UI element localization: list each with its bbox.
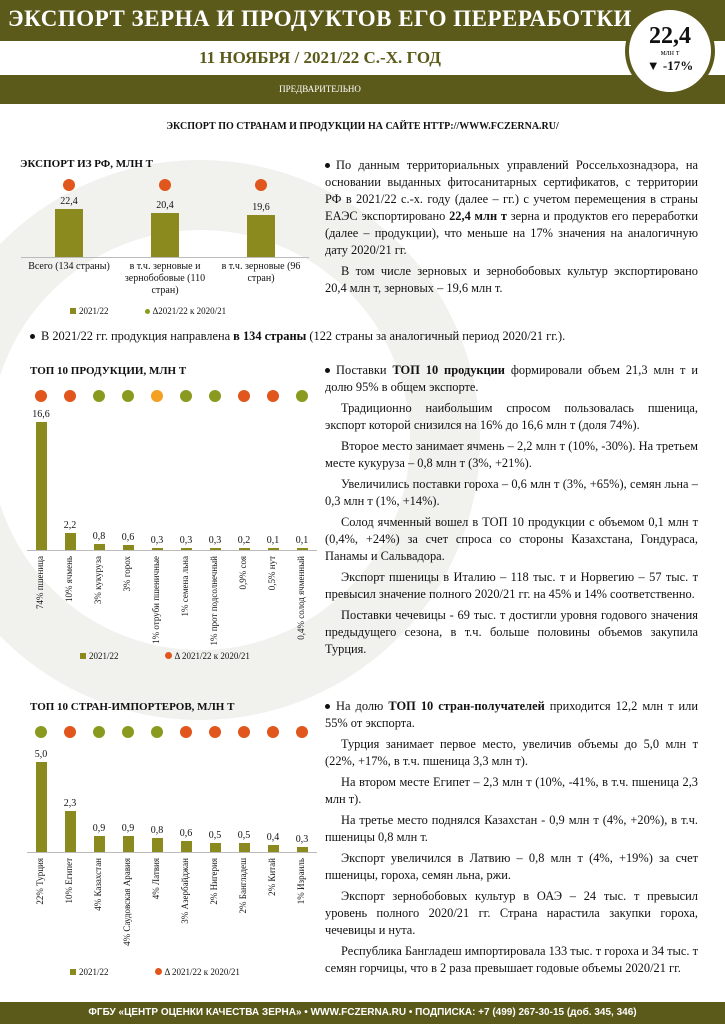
delta-marker xyxy=(255,179,267,191)
legend-bar: 2021/22 xyxy=(80,651,119,661)
page-header xyxy=(0,0,725,104)
legend-delta: Δ 2021/22 к 2020/21 xyxy=(165,651,250,661)
bar-value-label: 0,6 xyxy=(179,828,193,840)
bar-value-label: 19,6 xyxy=(252,202,270,213)
delta-marker xyxy=(122,390,134,402)
delta-marker xyxy=(180,390,192,402)
chart-bar xyxy=(181,841,192,852)
bar-value-label: 0,2 xyxy=(237,535,251,546)
badge-unit: млн т xyxy=(660,48,680,57)
category-label: в т.ч. зерновые и зернобобовые (110 стран) xyxy=(124,261,206,296)
delta-marker xyxy=(151,390,163,402)
category-label: в т.ч. зерновые (96 стран) xyxy=(221,261,301,284)
products-chart-legend xyxy=(80,651,250,661)
bar-value-label: 0,3 xyxy=(179,534,193,546)
chart-bar xyxy=(65,533,76,550)
page-subtitle: 11 НОЯБРЯ / 2021/22 С.-Х. ГОД xyxy=(199,48,441,67)
delta-marker xyxy=(209,390,221,402)
products-chart-title: ТОП 10 ПРОДУКЦИИ, МЛН Т xyxy=(30,365,187,377)
bar-value-label: 0,4 xyxy=(266,831,280,843)
delta-marker xyxy=(238,726,250,738)
chart-bar xyxy=(123,836,134,852)
site-link-line[interactable]: ЭКСПОРТ ПО СТРАНАМ И ПРОДУКЦИИ НА САЙТЕ HTTP://WWW.FCZERNA.RU/ xyxy=(166,121,559,132)
chart-bar xyxy=(151,213,179,257)
category-label: 4% Саудовская Аравия xyxy=(122,858,132,946)
delta-marker xyxy=(159,179,171,191)
category-label: 1% Израиль xyxy=(296,858,306,905)
bar-value-label: 2,2 xyxy=(63,520,77,532)
delta-marker xyxy=(238,390,250,402)
bar-value-label: 0,5 xyxy=(237,830,251,841)
category-label: 2% Китай xyxy=(267,858,277,896)
countries-bullet: В 2021/22 гг. продукция направлена в 134 страны (122 страны за аналогичный период 2020/21 гг.). xyxy=(30,329,710,344)
delta-marker xyxy=(296,390,308,402)
category-label: 4% Латвия xyxy=(151,858,161,900)
bar-value-label: 0,9 xyxy=(92,822,106,834)
importers-text: На долю ТОП 10 стран-получателей приходится 12,2 млн т или 55% от экспорта. Турция занимает первое место, увеличив объемы до 5,0 млн т (22%, +17%, в т.ч. пшеница 3,3 млн т). На втором месте Египет – 2,3 млн т (10%, -41%, в т.ч. пшеница 2,3 млн т). На третье место поднялся Казахстан - 0,9 млн т (4%, +20%), в т.ч. пшеницы 0,8 млн т. Экспорт увеличился в Латвию – 0,8 млн т (4%, +19%) за счет пшеницы, гороха, семян льна, ржи. Экспорт зернобобовых культур в ОАЭ – 24 тыс. т превысил уровень полного 2020/21 гг. Страна нарастила закупки гороха, чечевицы и нута. Республика Бангладеш импортировала 133 тыс. т гороха и 34 тыс. т семян горчицы, что в 2 раза превышает годовые объемы 2020/21 гг. xyxy=(325,699,699,975)
bar-value-label: 5,0 xyxy=(34,749,48,760)
delta-marker xyxy=(64,726,76,738)
bar-value-label: 22,4 xyxy=(60,196,78,207)
category-label: 2% Нигерия xyxy=(209,858,219,905)
chart-bar xyxy=(65,811,76,852)
delta-marker xyxy=(64,390,76,402)
delta-marker xyxy=(267,726,279,738)
category-label: 3% Азербайджан xyxy=(180,858,190,924)
bar-value-label: 0,6 xyxy=(121,532,135,544)
export-chart-legend xyxy=(70,306,226,316)
bar-value-label: 0,1 xyxy=(295,535,309,546)
chart-bar xyxy=(152,838,163,852)
chart-bar xyxy=(239,843,250,852)
intro-text: По данным территориальных управлений Россельхознадзора, на основании выданных фитосанитарных сертификатов, с территории РФ в 2021/22 с.-х. году (далее – гг.) с учетом перемещения в страны ЕАЭС экспортировано 22,4 млн т зерна и продуктов его переработки (далее – продукции), что меньше на 17% значения на аналогичную дату 2020/21 гг. В том числе зерновых и зернобобовых культур экспортировано 20,4 млн т, зерновых – 19,6 млн т. xyxy=(325,158,698,295)
delta-marker xyxy=(93,726,105,738)
badge-change: ▼ -17% xyxy=(646,58,694,73)
bar-value-label: 0,9 xyxy=(121,822,135,834)
category-label: 3% кукуруза xyxy=(93,556,103,605)
bar-value-label: 0,8 xyxy=(92,530,106,542)
category-label: 1% семена льна xyxy=(180,556,190,617)
delta-marker xyxy=(267,390,279,402)
chart-bar xyxy=(55,209,83,257)
bar-value-label: 0,3 xyxy=(208,534,222,546)
legend-delta: Δ 2021/22 к 2020/21 xyxy=(155,967,240,977)
delta-marker xyxy=(151,726,163,738)
legend-bar: 2021/22 xyxy=(70,306,109,316)
importers-chart-title: ТОП 10 СТРАН-ИМПОРТЕРОВ, МЛН Т xyxy=(30,701,235,713)
category-label: 0,4% солод ячменный xyxy=(296,556,306,640)
bar-value-label: 0,1 xyxy=(266,535,280,546)
category-label: Всего (134 страны) xyxy=(28,261,110,272)
delta-marker xyxy=(93,390,105,402)
x-axis xyxy=(21,257,309,258)
delta-marker xyxy=(180,726,192,738)
delta-marker xyxy=(35,726,47,738)
category-label: 2% Бангладеш xyxy=(238,858,248,914)
category-label: 1% отруби пшеничные xyxy=(151,556,161,644)
legend-bar: 2021/22 xyxy=(70,967,109,977)
category-label: 1% прот подсолнечный xyxy=(209,556,219,646)
category-label: 4% Казахстан xyxy=(93,858,103,911)
delta-marker xyxy=(122,726,134,738)
chart-bar xyxy=(247,215,275,257)
bar-value-label: 2,3 xyxy=(63,797,77,809)
badge-value: 22,4 xyxy=(649,23,691,49)
bar-value-label: 0,3 xyxy=(295,833,309,845)
bar-value-label: 20,4 xyxy=(156,200,174,212)
delta-marker xyxy=(63,179,75,191)
category-label: 0,9% соя xyxy=(238,556,248,590)
x-axis xyxy=(27,852,317,853)
chart-bar xyxy=(36,422,47,550)
delta-marker xyxy=(296,726,308,738)
chart-bar xyxy=(94,836,105,852)
page-footer: ФГБУ «ЦЕНТР ОЦЕНКИ КАЧЕСТВА ЗЕРНА» • WWW.FCZERNA.RU • ПОДПИСКА: +7 (499) 267-30-15 (доб. 345, 346) xyxy=(0,1002,725,1024)
total-export-badge xyxy=(625,6,715,96)
legend-delta: Δ2021/22 к 2020/21 xyxy=(145,306,227,316)
category-label: 74% пшеница xyxy=(35,556,45,609)
page-title: ЭКСПОРТ ЗЕРНА И ПРОДУКТОВ ЕГО ПЕРЕРАБОТКИ xyxy=(8,6,632,31)
category-label: 0,5% нут xyxy=(267,556,277,591)
chart-bar xyxy=(268,845,279,852)
products-text: Поставки ТОП 10 продукции формировали объем 21,3 млн т и долю 95% в общем экспорте. Традиционно наибольшим спросом пользовалась пшеница, экспорт которой снизился на 16% до 16,6 млн т (доля 74%). Второе место занимает ячмень – 2,2 млн т (10%, -30%). На третьем месте кукуруза – 0,8 млн т (3%, +21%). Увеличились поставки гороха – 0,6 млн т (3%, +65%), семян льна – 0,3 млн т (1%, +14%). Солод ячменный вошел в ТОП 10 продукции с объемом 0,1 млн т (0,4%, +24%) за счет спроса со стороны Казахстана, Гондураса, Панамы и Сальвадора. Экспорт пшеницы в Италию – 118 тыс. т и Норвегию – 57 тыс. т превысил значение полного 2020/21 гг. на 45% и 14% соответственно. Поставки чечевицы - 69 тыс. т достигли уровня годового значения предыдущего сезона, в т.ч. больше половины объемов закупила Турция. xyxy=(325,363,698,656)
importers-chart-legend xyxy=(70,967,240,977)
preliminary-label: ПРЕДВАРИТЕЛЬНО xyxy=(279,84,361,94)
delta-marker xyxy=(209,726,221,738)
category-label: 10% Египет xyxy=(64,858,74,904)
bar-value-label: 0,8 xyxy=(150,824,164,836)
delta-marker xyxy=(35,390,47,402)
category-label: 22% Турция xyxy=(35,858,45,905)
bar-value-label: 16,6 xyxy=(32,409,50,420)
x-axis xyxy=(27,550,317,551)
category-label: 10% ячмень xyxy=(64,556,74,603)
category-label: 3% горох xyxy=(122,556,132,592)
chart-bar xyxy=(210,843,221,852)
export-chart-title: ЭКСПОРТ ИЗ РФ, МЛН Т xyxy=(20,158,153,170)
bar-value-label: 0,5 xyxy=(208,830,222,841)
bar-value-label: 0,3 xyxy=(150,534,164,546)
chart-bar xyxy=(36,762,47,852)
